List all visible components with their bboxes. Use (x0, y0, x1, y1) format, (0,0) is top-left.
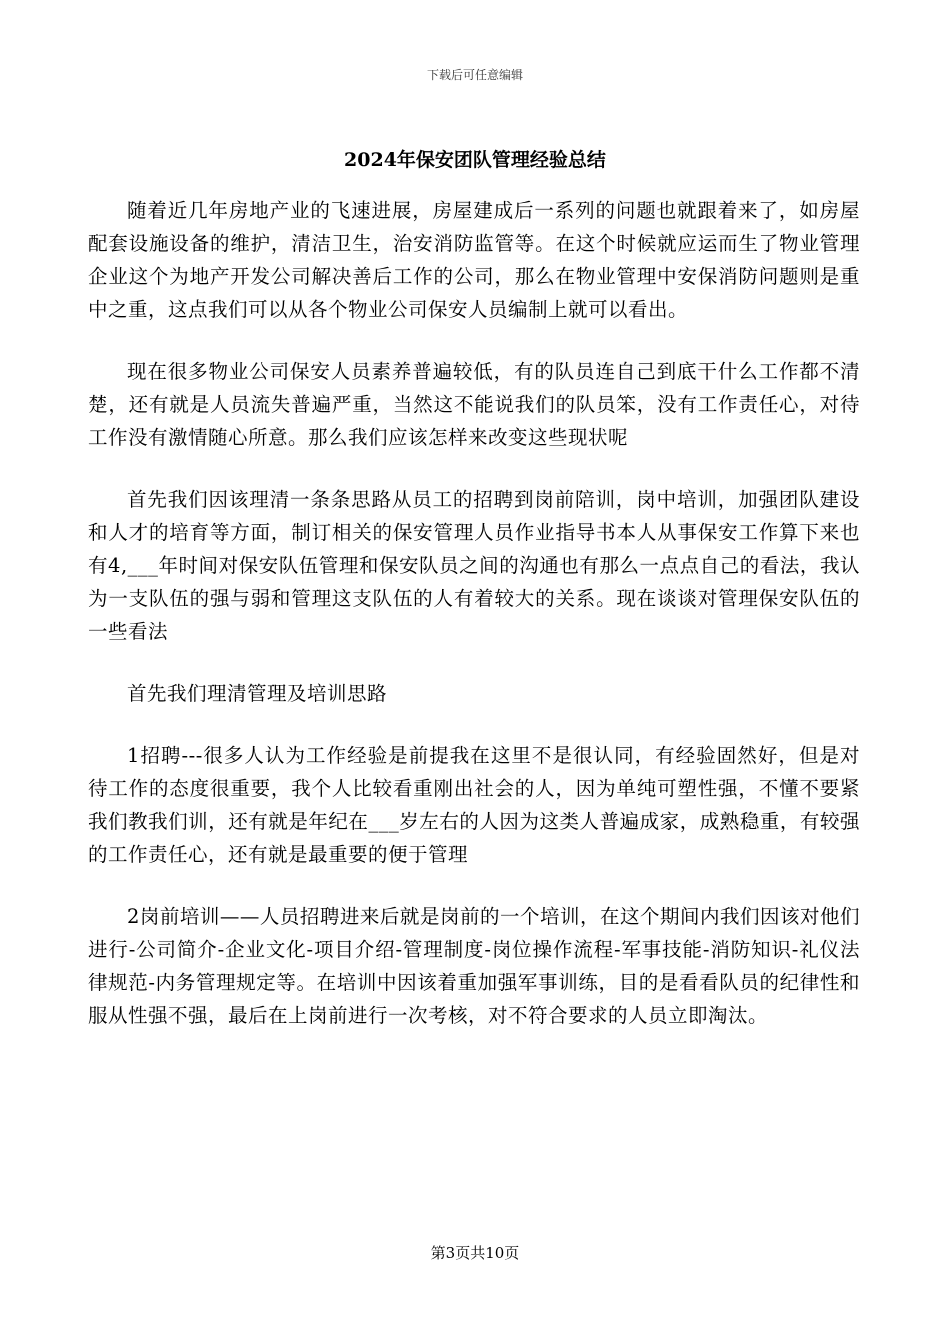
header-note: 下载后可任意编辑 (426, 68, 523, 82)
paragraph-section-heading: 首先我们理清管理及培训思路 (127, 682, 388, 705)
document-body (88, 194, 860, 1061)
paragraph-recruitment: 1招聘---很多人认为工作经验是前提我在这里不是很认同，有经验固然好，但是对待工作的态度很重要，我个人比较看重刚出社会的人，因为单纯可塑性强，不懂不要紧我们教我们训，还有就是年纪在___岁左右的人因为这类人普遍成家，成熟稳重，有较强的工作责任心，还有就是最重要的便于管理 (88, 744, 860, 866)
document-title: 2024年保安团队管理经验总结 (344, 149, 606, 171)
paragraph-intro: 随着近几年房地产业的飞速进展，房屋建成后一系列的问题也就跟着来了，如房屋配套设施设备的维护，清洁卫生，治安消防监管等。在这个时候就应运而生了物业管理企业这个为地产开发公司解决善后工作的公司，那么在物业管理中安保消防问题则是重中之重，这点我们可以从各个物业公司保安人员编制上就可以看出。 (88, 199, 860, 321)
page-number: 第3页共10页 (430, 1244, 520, 1262)
paragraph-approach: 首先我们因该理清一条条思路从员工的招聘到岗前陪训，岗中培训，加强团队建设和人才的培育等方面，制订相关的保安管理人员作业指导书本人从事保安工作算下来也有4,___年时间对保安队伍管理和保安队员之间的沟通也有那么一点点自己的看法，我认为一支队伍的强与弱和管理这支队伍的人有着较大的关系。现在谈谈对管理保安队伍的一些看法 (88, 488, 860, 643)
paragraph-current-situation: 现在很多物业公司保安人员素养普遍较低，有的队员连自己到底干什么工作都不清楚，还有就是人员流失普遍严重，当然这不能说我们的队员笨，没有工作责任心，对待工作没有激情随心所意。那么我们应该怎样来改变这些现状呢 (88, 360, 860, 449)
paragraph-pre-job-training: 2岗前培训——人员招聘进来后就是岗前的一个培训，在这个期间内我们因该对他们进行-公司简介-企业文化-项目介绍-管理制度-岗位操作流程-军事技能-消防知识-礼仪法律规范-内务管理规定等。在培训中因该着重加强军事训练，目的是看看队员的纪律性和服从性强不强，最后在上岗前进行一次考核，对不符合要求的人员立即淘汰。 (88, 905, 860, 1027)
